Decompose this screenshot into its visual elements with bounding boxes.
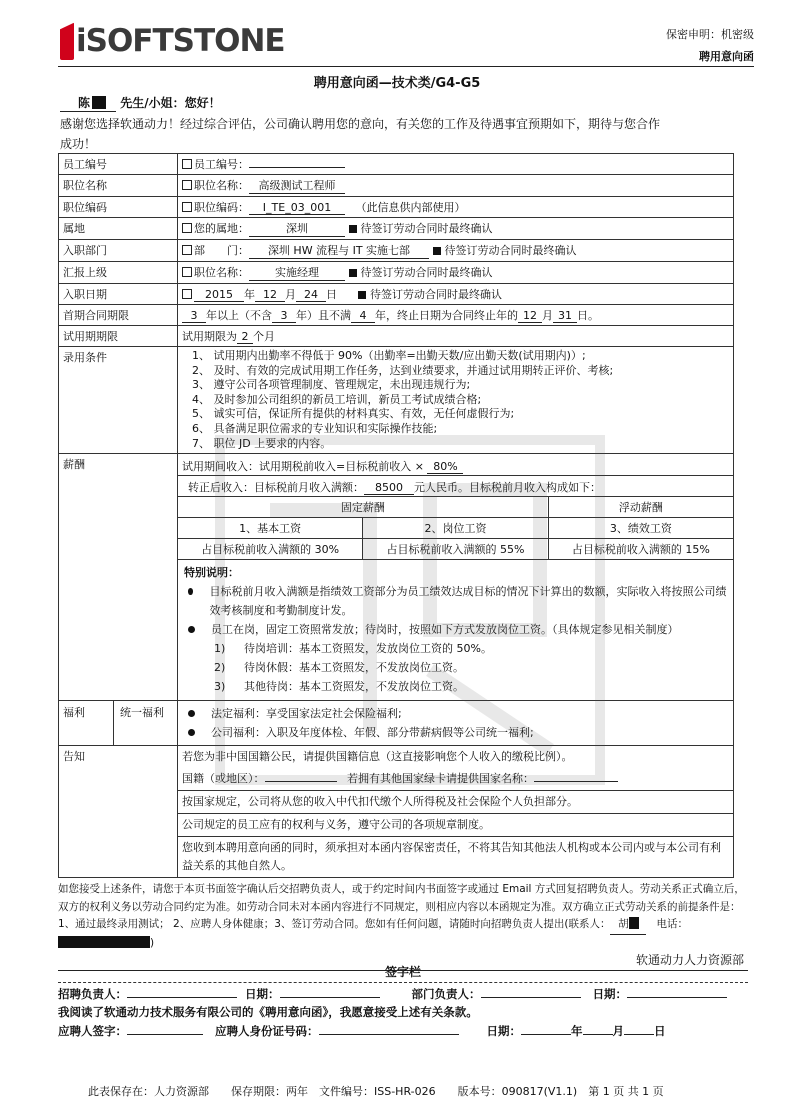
contact-name-text: 胡 [618,918,629,930]
signature-section [58,960,748,1041]
row-welfare [59,701,734,746]
row-contract [59,305,734,326]
pos-code-value: I_TE_03_001 [249,201,345,215]
idno-field[interactable] [319,1034,459,1035]
field-label: 职位名称： [194,179,249,192]
contact-name [610,916,646,935]
dept-head-field[interactable] [481,997,581,998]
welfare-2 [184,723,727,742]
probation-pct: 80% [427,460,463,474]
year-unit: 年 [571,1024,583,1038]
note-sub-2 [184,658,727,677]
row-emp-no [59,154,734,175]
confirm-note: 待签订劳动合同时最终确认 [360,266,493,279]
intro-paragraph: 感谢您选择软通动力！经过综合评估，公司确认聘用您的意向，有关您的工作及待遇事宜预期如下，期待与您合作成功！ [60,117,661,151]
field-label: 职位名称： [194,266,249,279]
bullet [188,710,195,717]
contract-text: 年以上（不含 [206,309,272,322]
fixed-pay-header: 固定薪酬 [178,497,549,518]
sign-row-1 [58,982,748,1004]
phone-label: 电话： [656,918,688,930]
report-value: 实施经理 [249,264,345,281]
greeting [60,94,221,112]
inform-2 [178,768,733,791]
position-value: 高级测试工程师 [249,177,345,194]
date3-label: 日期： [486,1024,522,1038]
salary-regular-text: 转正后收入：目标税前月收入满额： [188,481,364,495]
condition-item: 7、 职位 JD 上要求的内容。 [192,436,332,450]
field-label: 员工编号： [194,158,249,171]
label-location: 属地 [59,218,178,240]
emp-no-value [249,167,345,168]
logo-mark [60,22,74,60]
pos-code-note: （此信息供内部使用） [355,201,466,214]
sub-num: 3) [214,680,226,694]
condition-item: 4、 及时参加公司组织的新员工培训，新员工考试成绩合格; [192,392,482,406]
bullet [188,626,195,633]
sign-statement: 我阅读了软通动力技术服务有限公司的《聘用意向函》，我愿意接受上述有关条款。 [58,1005,478,1019]
salary-structure-table [177,496,734,560]
day-unit: 日 [326,288,337,301]
floating-pay-header: 浮动薪酬 [548,497,733,518]
sub-text: 其他待岗：基本工资照发，不发放岗位工资。 [244,680,464,694]
hr-dept: 软通动力人力资源部 [635,953,744,967]
day-field[interactable] [624,1034,654,1035]
candidate-name [60,94,116,112]
note-2 [184,620,727,639]
checkbox[interactable] [182,202,192,212]
start-month: 12 [255,288,285,302]
salary-regular [178,476,733,497]
conditions-list [178,347,734,454]
confirm-marker [349,269,357,277]
row-dept [59,240,734,262]
salutation: 先生/小姐：您好！ [120,96,221,110]
date-field[interactable] [280,997,380,998]
checkbox[interactable] [182,159,192,169]
location-value: 深圳 [249,220,345,237]
label-salary: 薪酬 [59,454,178,701]
recruiter-label: 招聘负责人： [58,987,127,1001]
dept-head-label: 部门负责人： [411,987,481,1001]
row-probation [59,326,734,347]
probation-text: 试用期限为 [182,330,237,343]
start-day: 24 [296,288,326,302]
inform-1: 若您为非中国国籍公民，请提供国籍信息（这直接影响您个人收入的缴税比例）。 [182,750,573,764]
label-pos-code: 职位编码 [59,197,178,218]
offer-table [58,153,734,878]
salary-notes [178,560,733,700]
greencard-label: 若拥有其他国家绿卡请提供国家名称： [347,772,534,786]
page-title: 聘用意向函—技术类/G4-G5 [313,76,481,91]
post-pay-pct: 占目标税前收入满额的 55% [363,539,548,560]
applicant-field[interactable] [127,1034,203,1035]
bullet [188,588,193,595]
label-probation: 试用期期限 [59,326,178,347]
contract-text: 日。 [577,309,599,322]
label-emp-no: 员工编号 [59,154,178,175]
greencard-field[interactable] [534,781,618,782]
day-unit: 日 [654,1024,666,1038]
checkbox[interactable] [182,267,192,277]
month-unit: 月 [285,288,296,301]
confirm-marker [358,291,366,299]
base-pay: 1、基本工资 [178,518,363,539]
base-pay-pct: 占目标税前收入满额的 30% [178,539,363,560]
welfare-1 [184,704,727,723]
inform-3: 按国家规定，公司将从您的收入中代扣代缴个人所得税及社会保险个人负担部分。 [178,791,733,814]
contract-day: 31 [553,309,577,323]
probation-value: 2 [237,330,253,344]
label-position: 职位名称 [59,175,178,197]
label-conditions: 录用条件 [59,347,178,454]
row-inform [59,746,734,878]
checkbox[interactable] [182,180,192,190]
header-divider [58,66,754,67]
idno-label: 应聘人身份证号码： [215,1024,319,1038]
label-welfare-sub: 统一福利 [120,706,164,720]
label-welfare: 福利 [59,701,114,745]
field-label: 部 门： [194,244,249,257]
note-sub-1 [184,639,727,658]
date-label: 日期： [245,987,280,1001]
contract-text: 年，终止日期为合同终止年的 [375,309,518,322]
perf-pay-pct: 占目标税前收入满额的 15% [548,539,733,560]
contract-a: 3 [182,309,206,323]
condition-item: 6、 具备满足职位需求的专业知识和实际操作技能; [192,421,438,435]
contract-b: 3 [272,309,296,323]
confirm-note: 待签订劳动合同时最终确认 [444,244,577,257]
footer-text: 如您接受上述条件，请您于本页书面签字确认后交招聘负责人，或于约定时间内书面签字或通过 Email 方式回复招聘负责人。劳动关系正式确立后，双方的权利义务以劳动合同约定为准。如劳动合同未对本函内容进行不同规定，则相应内容以本函规定为准。双方确立正式劳动关系的前提条件是：1、通过最终录用测试； 2、应聘人身体健康；3、签订劳动合同。您如有任何问题，请随时向招聘负责人提出(联系人： [58,883,745,930]
date2-label: 日期： [592,987,628,1001]
confirm-note: 待签订劳动合同时最终确认 [360,222,493,235]
condition-item: 3、 遵守公司各项管理制度、管理规定，未出现违规行为; [192,378,471,392]
year-field[interactable] [521,1034,571,1035]
label-inform: 告知 [59,746,178,878]
doc-type: 聘用意向函 [699,50,754,63]
contract-text: 年）且不满 [296,309,351,322]
sign-row-2 [58,1021,748,1041]
salary-probation [178,454,733,476]
regular-salary-value: 8500 [364,481,414,495]
label-dept: 入职部门 [59,240,178,262]
label-contract: 首期合同期限 [59,305,178,326]
note-title: 特别说明： [184,566,239,580]
field-label: 您的属地： [194,222,249,235]
row-report [59,262,734,284]
welfare-2-text: 公司福利：入职及年度体检、年假、部分带薪病假等公司统一福利; [211,726,534,740]
condition-item: 5、 诚实可信，保证所有提供的材料真实、有效，无任何虚假行为; [192,407,515,421]
inform-4: 公司规定的员工应有的权利与义务，遵守公司的各项规章制度。 [178,814,733,837]
confirm-note: 待签订劳动合同时最终确认 [369,288,502,301]
note-1 [184,582,727,620]
sign-title: 签字栏 [384,965,421,979]
contract-text: 月 [542,309,553,322]
label-report: 汇报上级 [59,262,178,284]
start-year: 2015 [194,288,244,302]
condition-item: 1、 试用期内出勤率不得低于 90%（出勤率=出勤天数/应出勤天数(试用期内)）; [192,349,586,362]
document-footer: 此表保存在：人力资源部 保存期限：两年 文件编号：ISS-HR-026 版本号：090817(V1.1) 第 1 页 共 1 页 [88,1085,664,1098]
footer-notice: 如您接受上述条件，请您于本页书面签字确认后交招聘负责人，或于约定时间内书面签字或通过 Email 方式回复招聘负责人。劳动关系正式确立后，双方的权利义务以劳动合同约定为准。如劳动合同未对本函内容进行不同规定，则相应内容以本函规定为准。双方确立正式劳动关系的前提条件是：1、通过最终录用测试； 2、应聘人身体健康；3、签订劳动合同。您如有任何问题，请随时向招聘负责人提出(联系人： 胡 电话：) 软通动力人力资源部 [58,881,748,971]
sub-num: 1) [214,642,226,656]
row-start-date [59,284,734,305]
confirm-marker [349,225,357,233]
inform-5: 您收到本聘用意向函的同时，须承担对本函内容保密责任，不将其告知其他法人机构或本公司内或与本公司有利益关系的其他自然人。 [182,841,721,873]
note-sub-3 [184,677,727,696]
sub-num: 2) [214,661,226,675]
nationality-field[interactable] [265,781,337,782]
nationality-label: 国籍（或地区）： [182,772,265,786]
applicant-label: 应聘人签字： [58,1024,127,1038]
checkbox[interactable] [182,289,192,299]
bullet [188,729,195,736]
salary-regular-text: 元人民币。目标税前月收入构成如下： [414,481,601,495]
contract-c: 4 [351,309,375,323]
sub-text: 待岗培训：基本工资照发，发放岗位工资的 50%。 [244,642,492,656]
redaction-block [92,96,106,109]
condition-item: 2、 及时、有效的完成试用期工作任务，达到业绩要求，并通过试用期转正评价、考核; [192,363,614,377]
row-location [59,218,734,240]
redaction-block [629,917,639,929]
logo-text: iSOFTSTONE [76,23,285,59]
welfare-1-text: 法定福利：享受国家法定社会保险福利; [211,707,402,721]
dept-value: 深圳 HW 流程与 IT 实施七部 [249,242,429,259]
row-salary [59,454,734,701]
row-position [59,175,734,197]
redaction-block [58,936,150,948]
label-start-date: 入职日期 [59,284,178,305]
contract-month: 12 [518,309,542,323]
company-logo [60,18,285,60]
note-2-text: 员工在岗，固定工资照常发放；待岗时，按照如下方式发放岗位工资。（具体规定参见相关制度） [211,623,679,637]
confidential-level: 保密申明：机密级 [666,28,754,41]
salary-probation-text: 试用期间收入：试用期税前收入=目标税前收入 × [182,460,424,474]
field-label: 职位编码： [194,201,249,214]
confidential-note [666,24,754,68]
post-pay: 2、岗位工资 [363,518,548,539]
month-field[interactable] [583,1034,613,1035]
candidate-name-text: 陈 [78,96,91,110]
row-conditions [59,347,734,454]
checkbox[interactable] [182,223,192,233]
note-1-text: 目标税前月收入满额是指绩效工资部分为员工绩效达成目标的情况下计算出的数额，实际收入将按照公司绩效考核制度和考勤制度计发。 [209,585,727,618]
probation-text: 个月 [253,330,275,343]
sub-text: 待岗休假：基本工资照发，不发放岗位工资。 [244,661,464,675]
perf-pay: 3、绩效工资 [548,518,733,539]
row-pos-code [59,197,734,218]
month-unit: 月 [612,1024,625,1038]
date2-field[interactable] [627,997,727,998]
year-unit: 年 [244,288,255,301]
checkbox[interactable] [182,245,192,255]
recruiter-field[interactable] [127,997,237,998]
confirm-marker [433,247,441,255]
